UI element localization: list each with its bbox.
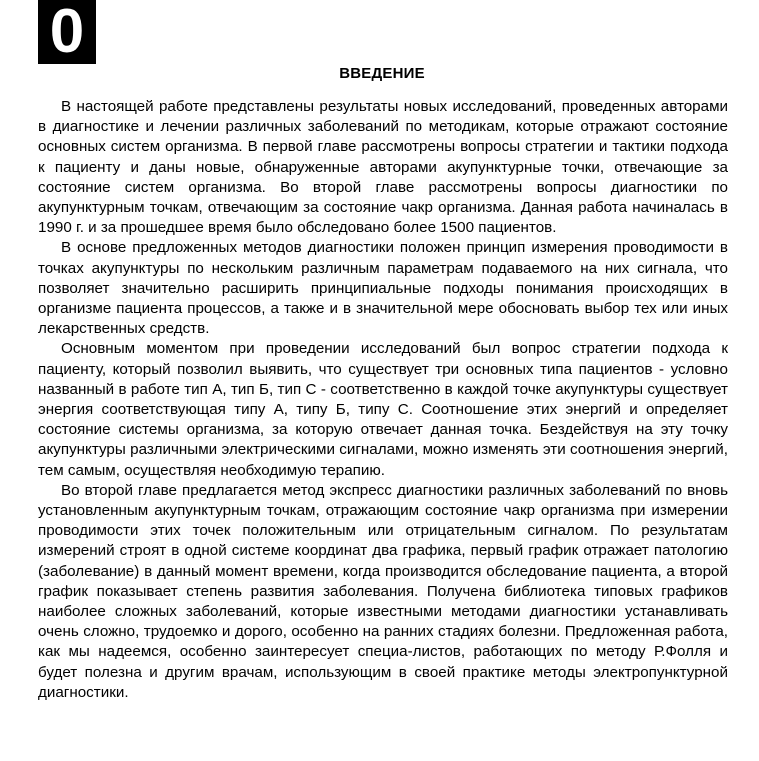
paragraph-2: В основе предложенных методов диагностики положен принцип измерения проводимости в точках акупунктуры по нескольким различным параметрам подаваемого на них сигнала, что позволяет значительно расширить принципиальные подходы понимания происходящих в организме пациента процессов, а также и в значительной мере обосновать выбор тех или иных лекарственных средств. xyxy=(38,239,728,338)
paragraph-4: Во второй главе предлагается метод экспресс диагностики различных заболеваний по вновь установленным акупунктурным точкам, отражающим состояние чакр организма при измерении проводимости этих точек положительным или отрицательным сигналом. По результатам измерений строят в одной системе координат два графика, первый график отражает патологию (заболевание) в данный момент времени, когда производится обследование пациента, а второй график показывает степень развития заболевания. Получена библиотека типовых графиков наиболее сложных заболеваний, которые известными методами диагностики устанавливать очень сложно, трудоемко и дорого, особенно на ранних стадиях болезни. Предложенная работа, как мы надеемся, особенно заинтересует специа-листов, работающих по методу Р.Фолля и будет полезна и другим врачам, использующим в своей практике методы электропунктурной диагностики. xyxy=(38,481,728,701)
paragraph-1: В настоящей работе представлены результаты новых исследований, проведенных авторами в диагностике и лечении различных заболеваний по методикам, которые отражают состояние основных систем организма. В первой главе рассмотрены вопросы стратегии и тактики подхода к пациенту и даны новые, обнаруженные авторами акупунктурные точки, отвечающие за состояние систем организма. Во второй главе рассмотрены вопросы диагностики по акупунктурным точкам, отвечающим за состояние чакр организма. Данная работа начиналась в 1990 г. и за прошедшее время было обследовано более 1500 пациентов. xyxy=(38,98,728,237)
body-text xyxy=(38,97,728,703)
paragraph-3: Основным моментом при проведении исследований был вопрос стратегии подхода к пациенту, который позволил выявить, что существует три основных типа пациентов - условно названный в работе тип А, тип Б, тип С - соответственно в каждой точке акупунктуры существует энергия соответствующая типу А, типу Б, типу С. Соотношение этих энергий и определяет состояние системы организма, за которую отвечает данная точка. Бездействуя на эту точку акупунктуры различными электрическими сигналами, можно изменять эти соотношения энергий, тем самым, осуществляя необходимую терапию. xyxy=(38,340,728,479)
page-heading: ВВЕДЕНИЕ xyxy=(339,65,425,82)
chapter-number-badge: 0 xyxy=(38,0,96,64)
